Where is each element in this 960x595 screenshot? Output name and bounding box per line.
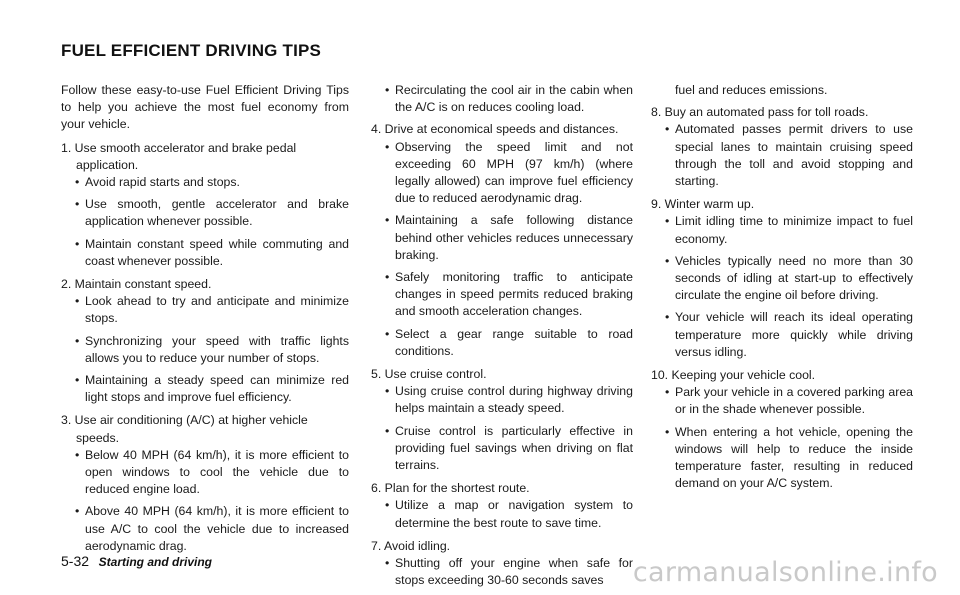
tip-bullets	[651, 121, 913, 190]
tip-bullets	[371, 555, 633, 589]
tip-bullets	[371, 497, 633, 531]
section-title: Starting and driving	[98, 555, 212, 569]
col2-sections	[371, 121, 633, 589]
tip-bullets	[371, 383, 633, 474]
column-1	[61, 82, 349, 561]
tip-title: 10. Keeping your vehicle cool.	[651, 368, 816, 383]
page-footer	[61, 553, 212, 569]
column-2	[371, 82, 633, 595]
list-item: • Limit idling time to minimize impact to fuel economy.	[651, 213, 913, 247]
tip-section	[651, 367, 913, 492]
list-item: • Recirculating the cool air in the cabin when the A/C is on reduces cooling load.	[371, 82, 633, 116]
tip-section	[61, 412, 349, 555]
tip-section	[651, 196, 913, 361]
list-item: • Maintaining a steady speed can minimize red light stops and improve fuel efficiency.	[61, 372, 349, 406]
tip-section	[371, 538, 633, 590]
tip-section	[371, 366, 633, 474]
col3-sections	[651, 104, 913, 492]
list-item: • Using cruise control during highway driving helps maintain a steady speed.	[371, 383, 633, 417]
list-item: • Maintain constant speed while commuting and coast whenever possible.	[61, 236, 349, 270]
list-item: • Above 40 MPH (64 km/h), it is more efficient to use A/C to cool the vehicle due to increased aerodynamic drag.	[61, 503, 349, 555]
list-item: • Utilize a map or navigation system to determine the best route to save time.	[371, 497, 633, 531]
list-item: • Below 40 MPH (64 km/h), it is more efficient to open windows to cool the vehicle due to reduced engine load.	[61, 447, 349, 499]
column-3	[651, 82, 913, 498]
list-item: • Avoid rapid starts and stops.	[61, 174, 349, 191]
tip-title: 7. Avoid idling.	[371, 538, 451, 553]
tip-section	[61, 140, 349, 270]
list-item: • Shutting off your engine when safe for stops exceeding 30-60 seconds saves	[371, 555, 633, 589]
list-item: • Use smooth, gentle accelerator and brake application whenever possible.	[61, 196, 349, 230]
tip-bullets	[651, 213, 913, 361]
tip-title: 8. Buy an automated pass for toll roads.	[651, 105, 869, 120]
page-number: 5-32	[61, 553, 90, 569]
tip-title: 4. Drive at economical speeds and distances.	[371, 122, 619, 137]
tip-section	[371, 480, 633, 532]
tip-bullets	[61, 174, 349, 270]
list-item: • Safely monitoring traffic to anticipate changes in speed permits reduced braking and smooth acceleration changes.	[371, 269, 633, 321]
col1-sections	[61, 140, 349, 555]
list-item: • Observing the speed limit and not exceeding 60 MPH (97 km/h) (where legally allowed) can improve fuel efficiency due to reduced aerodynamic drag.	[371, 139, 633, 208]
tip-bullets	[61, 447, 349, 555]
watermark: carmanualsonline.info	[632, 557, 938, 588]
tip-bullets	[651, 384, 913, 492]
tip-title: 3. Use air conditioning (A/C) at higher vehicle speeds.	[61, 413, 308, 445]
list-item: • Vehicles typically need no more than 30 seconds of idling at start-up to effectively circulate the engine oil before driving.	[651, 253, 913, 305]
tip-bullets	[371, 139, 633, 360]
list-item: • When entering a hot vehicle, opening the windows will help to reduce the inside temperature faster, resulting in reduced demand on your A/C system.	[651, 424, 913, 493]
page-heading: FUEL EFFICIENT DRIVING TIPS	[61, 41, 322, 60]
list-item: • Cruise control is particularly effective in providing fuel savings when driving on flat terrains.	[371, 423, 633, 475]
tip-title: 5. Use cruise control.	[371, 367, 487, 382]
tip-title: 9. Winter warm up.	[651, 197, 755, 212]
list-item: • Your vehicle will reach its ideal operating temperature more quickly while driving versus idling.	[651, 309, 913, 361]
tip-section	[371, 121, 633, 360]
list-item: • Park your vehicle in a covered parking area or in the shade whenever possible.	[651, 384, 913, 418]
list-item: • Maintaining a safe following distance behind other vehicles reduces unnecessary braking.	[371, 212, 633, 264]
col2-continued-bullets	[371, 82, 633, 116]
list-item: • Automated passes permit drivers to use special lanes to maintain cruising speed through the toll and avoid stopping and starting.	[651, 121, 913, 190]
tip-title: 1. Use smooth accelerator and brake pedal application.	[61, 140, 297, 172]
tip-section	[651, 104, 913, 190]
list-item: • Select a gear range suitable to road conditions.	[371, 326, 633, 360]
list-item: • Look ahead to try and anticipate and minimize stops.	[61, 293, 349, 327]
tip-title: 6. Plan for the shortest route.	[371, 481, 530, 496]
tip-section	[61, 276, 349, 406]
intro-paragraph: Follow these easy-to-use Fuel Efficient Driving Tips to help you achieve the most fuel economy from your vehicle.	[61, 83, 349, 132]
col3-continued-text	[651, 82, 913, 99]
list-item: • Synchronizing your speed with traffic lights allows you to reduce your number of stops.	[61, 333, 349, 367]
tip-bullets	[61, 293, 349, 406]
list-item: fuel and reduces emissions.	[675, 83, 828, 97]
tip-title: 2. Maintain constant speed.	[61, 277, 212, 292]
